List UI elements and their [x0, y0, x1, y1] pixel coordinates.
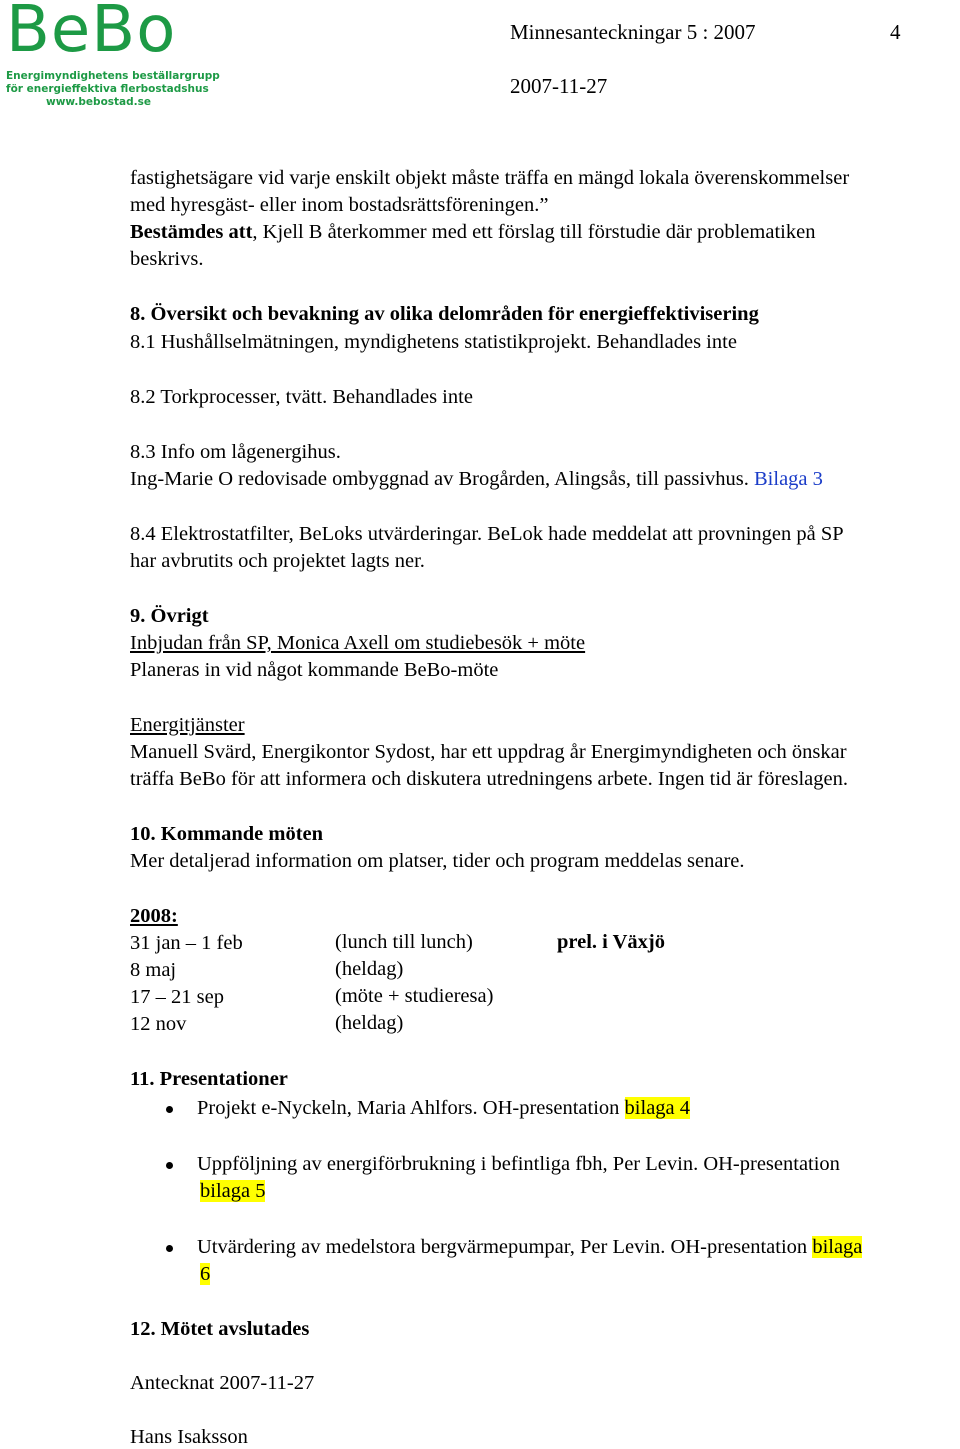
item-8-3-desc: Ing-Marie O redovisade ombyggnad av Brogården, Alingsås, till passivhus. — [130, 468, 754, 490]
presentation-3 — [197, 1235, 862, 1259]
intro-line-4: beskrivs. — [130, 248, 204, 270]
meeting-date: 31 jan – 1 feb — [130, 932, 243, 954]
intro-line-1: fastighetsägare vid varje enskilt objekt måste träffa en mängd lokala överenskommelser — [130, 167, 850, 189]
bilaga-3-link[interactable]: Bilaga 3 — [754, 468, 823, 490]
logo-tagline-1: Energimyndighetens beställargrupp — [6, 70, 220, 82]
logo-url: www.bebostad.se — [46, 96, 152, 108]
energitjanster-line-1: Manuell Svärd, Energikontor Sydost, har ett uppdrag år Energimyndigheten och önskar — [130, 741, 847, 763]
bebo-logo — [6, 0, 220, 110]
logo-tagline-2: för energieffektiva flerbostadshus — [6, 83, 209, 95]
section-10-text: Mer detaljerad information om platser, tider och program meddelas senare. — [130, 850, 745, 872]
meeting-date: 17 – 21 sep — [130, 986, 224, 1008]
item-8-4-cont: har avbrutits och projektet lagts ner. — [130, 550, 425, 572]
meeting-location: prel. i Växjö — [557, 931, 666, 953]
subheading-inbjudan: Inbjudan från SP, Monica Axell om studiebesök + möte — [130, 632, 586, 654]
presentation-2: Uppföljning av energiförbrukning i befintliga fbh, Per Levin. OH-presentation — [197, 1153, 840, 1175]
presentation-2-cont — [200, 1179, 265, 1203]
decision-text: , Kjell B återkommer med ett förslag till förstudie där problematiken — [252, 221, 816, 243]
item-8-4: 8.4 Elektrostatfilter, BeLoks utvärderingar. BeLok hade meddelat att provningen på SP — [130, 523, 844, 545]
item-8-1: 8.1 Hushållselmätningen, myndighetens statistikprojekt. Behandlades inte — [130, 331, 737, 353]
section-12-heading: 12. Mötet avslutades — [130, 1318, 310, 1340]
presentation-1-text: Projekt e-Nyckeln, Maria Ahlfors. OH-presentation — [197, 1097, 625, 1119]
meeting-note: (heldag) — [335, 1012, 404, 1034]
section-8-heading: 8. Översikt och bevakning av olika delområden för energieffektivisering — [130, 303, 759, 325]
bilaga-6-number[interactable]: 6 — [200, 1263, 211, 1285]
presentation-1 — [197, 1096, 690, 1120]
item-8-2: 8.2 Torkprocesser, tvätt. Behandlades inte — [130, 386, 473, 408]
bilaga-4-link[interactable]: bilaga 4 — [624, 1097, 691, 1119]
inbjudan-text: Planeras in vid något kommande BeBo-möte — [130, 659, 499, 681]
bullet-icon — [166, 1245, 173, 1252]
bilaga-5-link[interactable]: bilaga 5 — [200, 1180, 266, 1202]
presentation-3-cont — [200, 1262, 210, 1286]
noted-date: Antecknat 2007-11-27 — [130, 1372, 315, 1394]
page-number: 4 — [890, 20, 901, 44]
intro-line-2: med hyresgäst- eller inom bostadsrättsföreningen.” — [130, 194, 549, 216]
meeting-date: 8 maj — [130, 959, 177, 981]
meeting-date: 12 nov — [130, 1013, 187, 1035]
year-label: 2008: — [130, 905, 178, 927]
section-11-heading: 11. Presentationer — [130, 1068, 288, 1090]
section-9-heading: 9. Övrigt — [130, 605, 209, 627]
energitjanster-line-2: träffa BeBo för att informera och diskutera utredningens arbete. Ingen tid är föreslagen. — [130, 768, 848, 790]
item-8-3: 8.3 Info om lågenergihus. — [130, 441, 341, 463]
author-name: Hans Isaksson — [130, 1426, 248, 1448]
section-10-heading: 10. Kommande möten — [130, 823, 324, 845]
subheading-energitjanster: Energitjänster — [130, 714, 245, 736]
meeting-note: (heldag) — [335, 958, 404, 980]
item-8-3-text — [130, 467, 823, 491]
decision-line — [130, 220, 815, 244]
logo-wordmark: BeBo — [6, 0, 177, 67]
meeting-note: (lunch till lunch) — [335, 931, 473, 953]
bullet-icon — [166, 1162, 173, 1169]
meeting-note: (möte + studieresa) — [335, 985, 494, 1007]
bullet-icon — [166, 1106, 173, 1113]
document-date: 2007-11-27 — [510, 74, 608, 98]
decision-label: Bestämdes att — [130, 221, 253, 243]
document-title: Minnesanteckningar 5 : 2007 — [510, 20, 756, 44]
presentation-3-text: Utvärdering av medelstora bergvärmepumpar, Per Levin. OH-presentation — [197, 1236, 813, 1258]
bilaga-6-link[interactable]: bilaga — [812, 1236, 863, 1258]
